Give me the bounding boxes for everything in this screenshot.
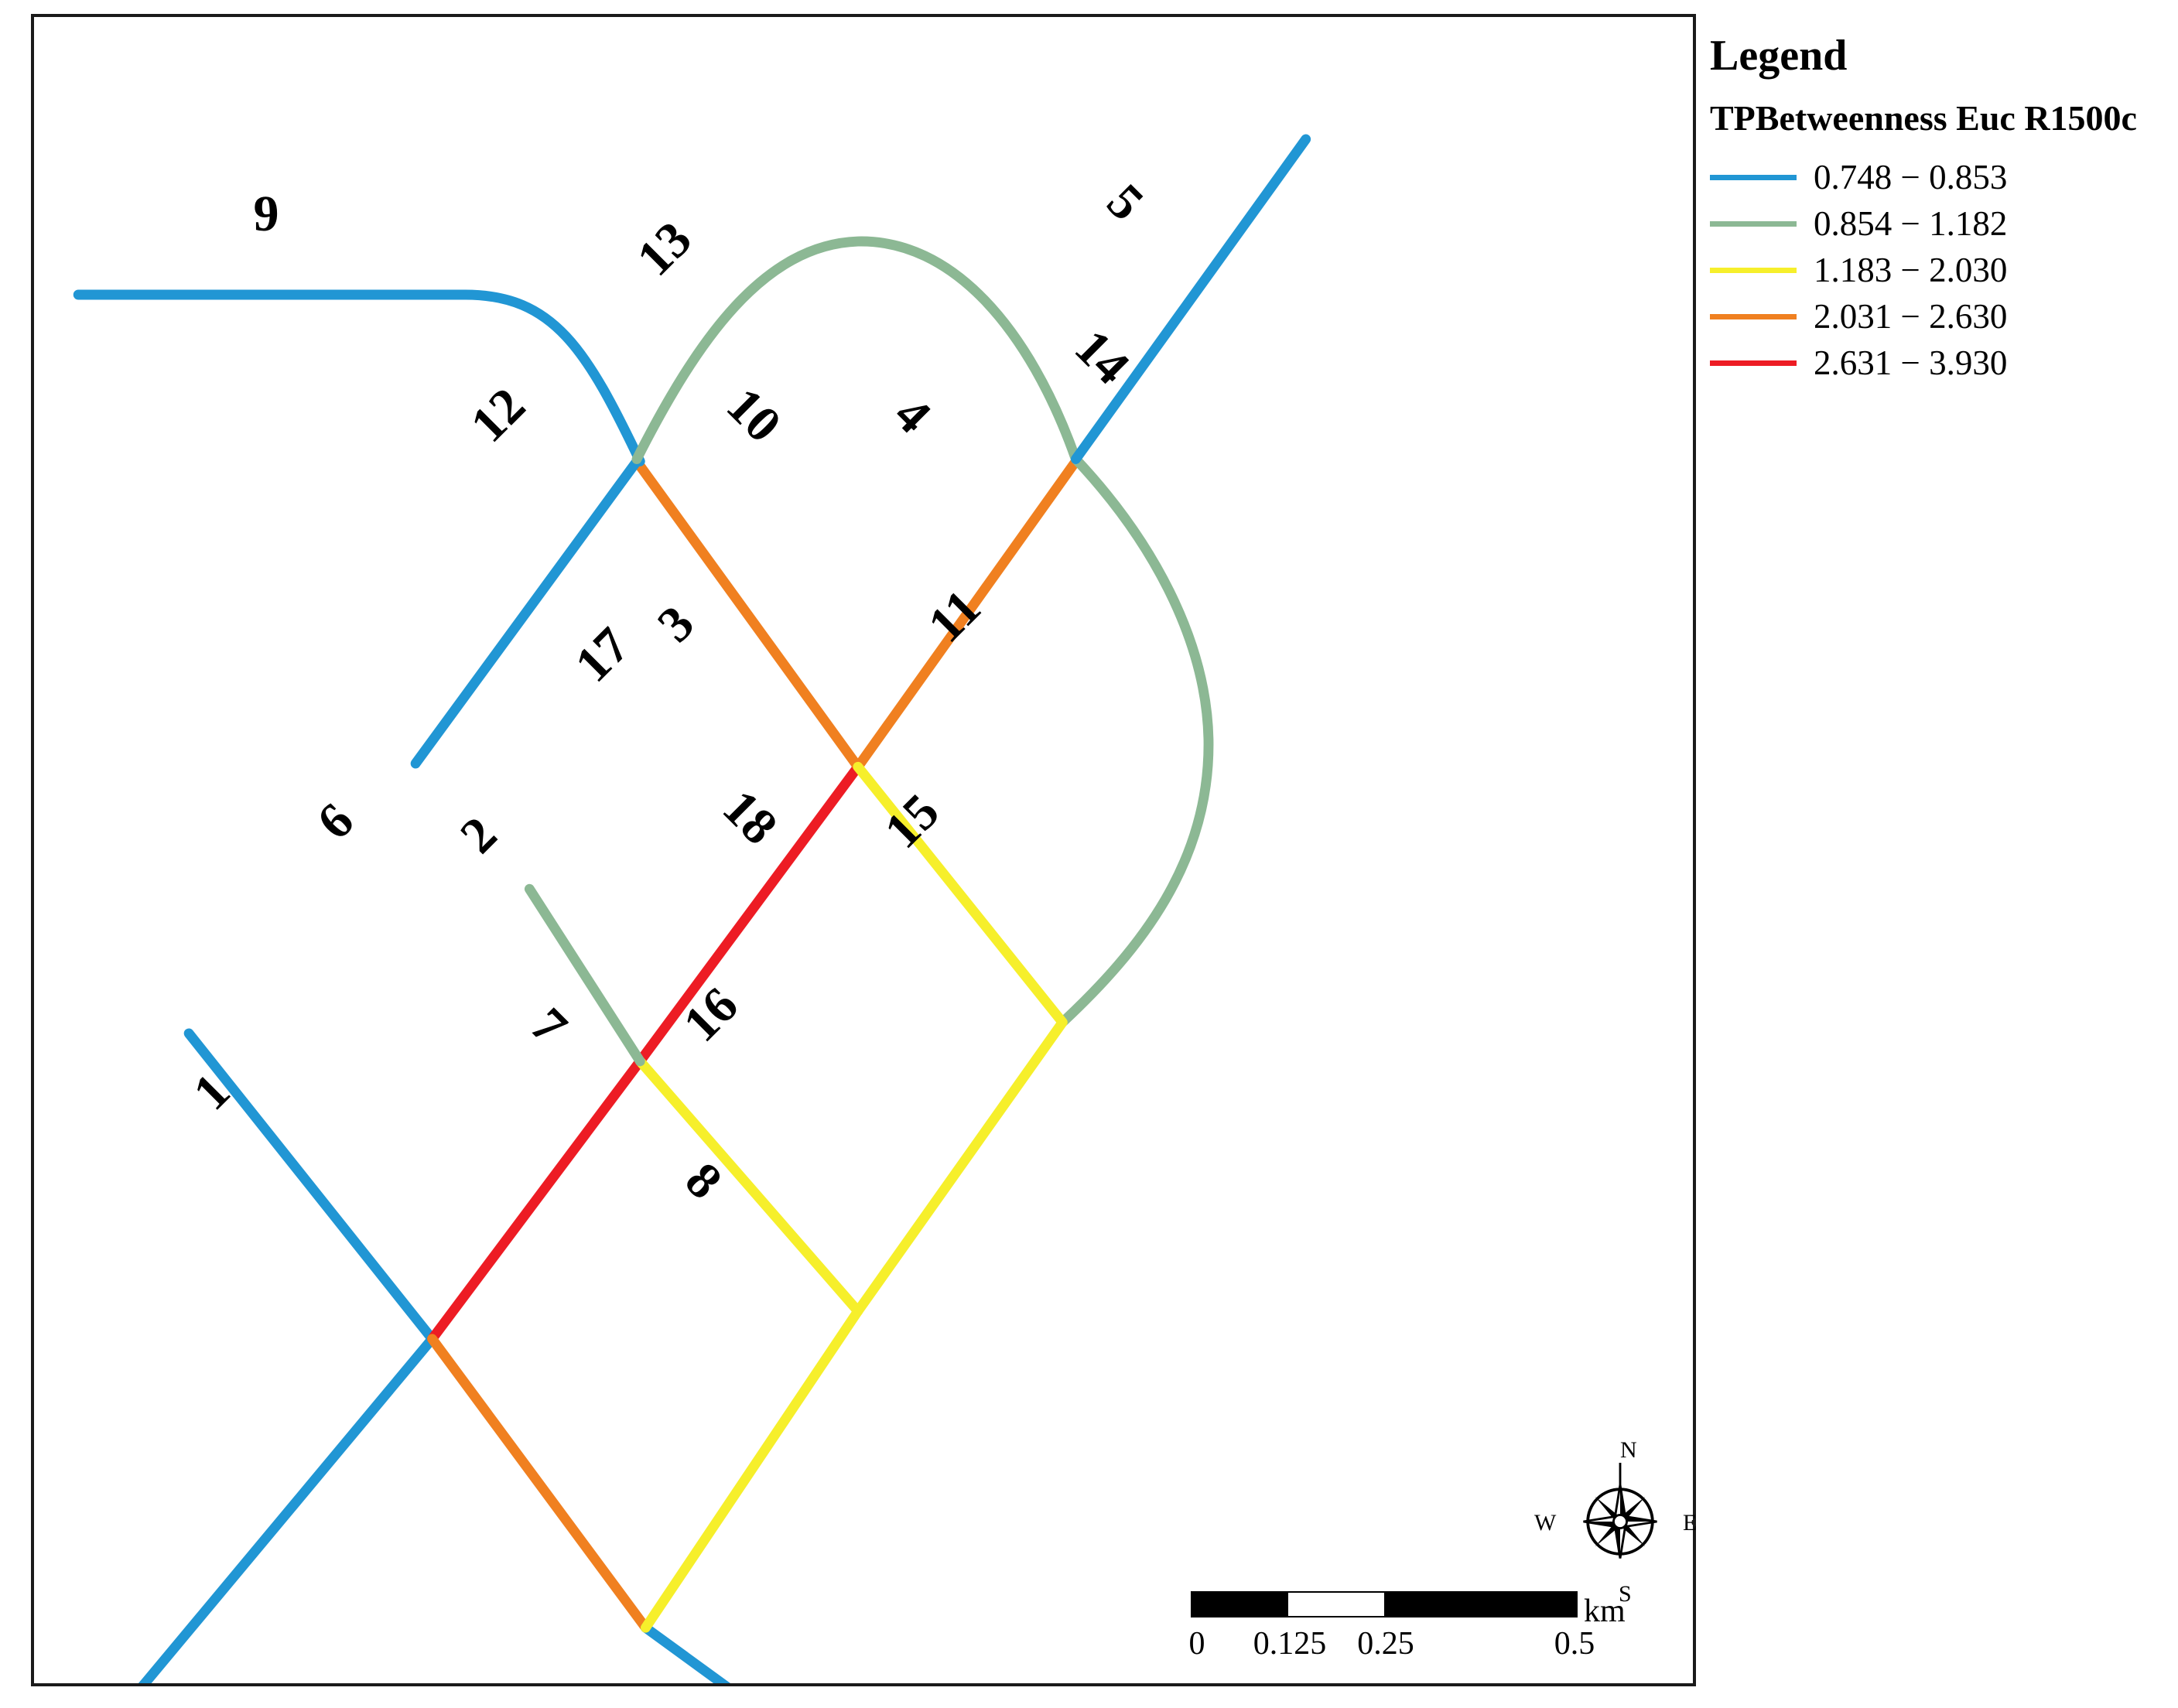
legend-subtitle: TPBetweenness Euc R1500c (1710, 98, 2137, 138)
road-segment-5 (1075, 139, 1305, 459)
scale-bar (1188, 1591, 1647, 1688)
compass-south-label: S (1619, 1581, 1632, 1607)
road-label-17: 17 (564, 617, 641, 693)
legend-swatch-class-1 (1710, 175, 1797, 180)
road-label-10: 10 (716, 377, 792, 453)
legend-label-class-3: 1.183 − 2.030 (1814, 251, 2008, 289)
road-segment-6 (189, 1033, 432, 1339)
road-label-3: 3 (647, 595, 706, 654)
road-label-15: 15 (874, 783, 950, 859)
legend-title: Legend (1710, 32, 1848, 80)
legend-label-class-5: 2.631 − 3.930 (1814, 343, 2008, 382)
scale-bar-blocks (1191, 1591, 1578, 1617)
legend-label-class-4: 2.031 − 2.630 (1814, 297, 2008, 336)
road-label-12: 12 (460, 377, 536, 453)
road-label-13: 13 (626, 210, 703, 287)
scale-tick-05: 0.5 (1554, 1626, 1595, 1662)
legend (1710, 31, 2159, 386)
road-label-11: 11 (917, 579, 992, 654)
compass-north-label: N (1620, 1437, 1637, 1463)
road-segment-15 (858, 1023, 1062, 1311)
road-label-7: 7 (519, 997, 578, 1056)
compass-icon (1547, 1448, 1694, 1595)
road-label-14: 14 (1064, 319, 1140, 395)
road-label-18: 18 (712, 779, 788, 856)
road-segment-9 (78, 295, 640, 461)
legend-item (1710, 293, 2159, 340)
legend-swatch-class-5 (1710, 360, 1797, 366)
road-label-1: 1 (183, 1063, 241, 1122)
road-label-9: 9 (253, 186, 279, 242)
road-segment-2 (433, 1061, 641, 1339)
compass-west-label: W (1534, 1510, 1557, 1535)
road-segment-18 (640, 1061, 858, 1311)
road-label-2: 2 (450, 806, 508, 865)
map-panel (31, 14, 1696, 1686)
legend-swatch-class-2 (1710, 221, 1797, 227)
scale-tick-025: 0.25 (1357, 1626, 1414, 1662)
road-segment-13 (637, 241, 1075, 459)
road-segment-7 (433, 1339, 646, 1628)
road-label-6: 6 (306, 792, 365, 851)
legend-swatch-class-4 (1710, 314, 1797, 319)
legend-item (1710, 200, 2159, 247)
road-segment-14 (1062, 459, 1209, 1023)
road-label-16: 16 (672, 976, 749, 1053)
road-label-8: 8 (674, 1152, 733, 1211)
road-network-svg (34, 17, 1693, 1683)
road-segment-8 (645, 1628, 874, 1683)
scale-tick-0: 0 (1188, 1626, 1205, 1662)
legend-swatch-class-3 (1710, 268, 1797, 273)
road-segment-1 (89, 1339, 432, 1683)
legend-item (1710, 340, 2159, 386)
compass-rose (1534, 1437, 1698, 1607)
compass-east-label: E (1683, 1510, 1698, 1535)
road-label-4: 4 (883, 386, 942, 445)
scale-tick-0125: 0.125 (1253, 1626, 1327, 1662)
legend-label-class-2: 0.854 − 1.182 (1814, 204, 2008, 243)
road-segment-12 (415, 461, 641, 763)
road-label-5: 5 (1096, 173, 1154, 232)
legend-item (1710, 247, 2159, 293)
scale-unit-label: km (1584, 1594, 1626, 1629)
road-segment-16 (645, 1311, 857, 1628)
legend-item (1710, 154, 2159, 200)
legend-label-class-1: 0.748 − 0.853 (1814, 158, 2008, 196)
